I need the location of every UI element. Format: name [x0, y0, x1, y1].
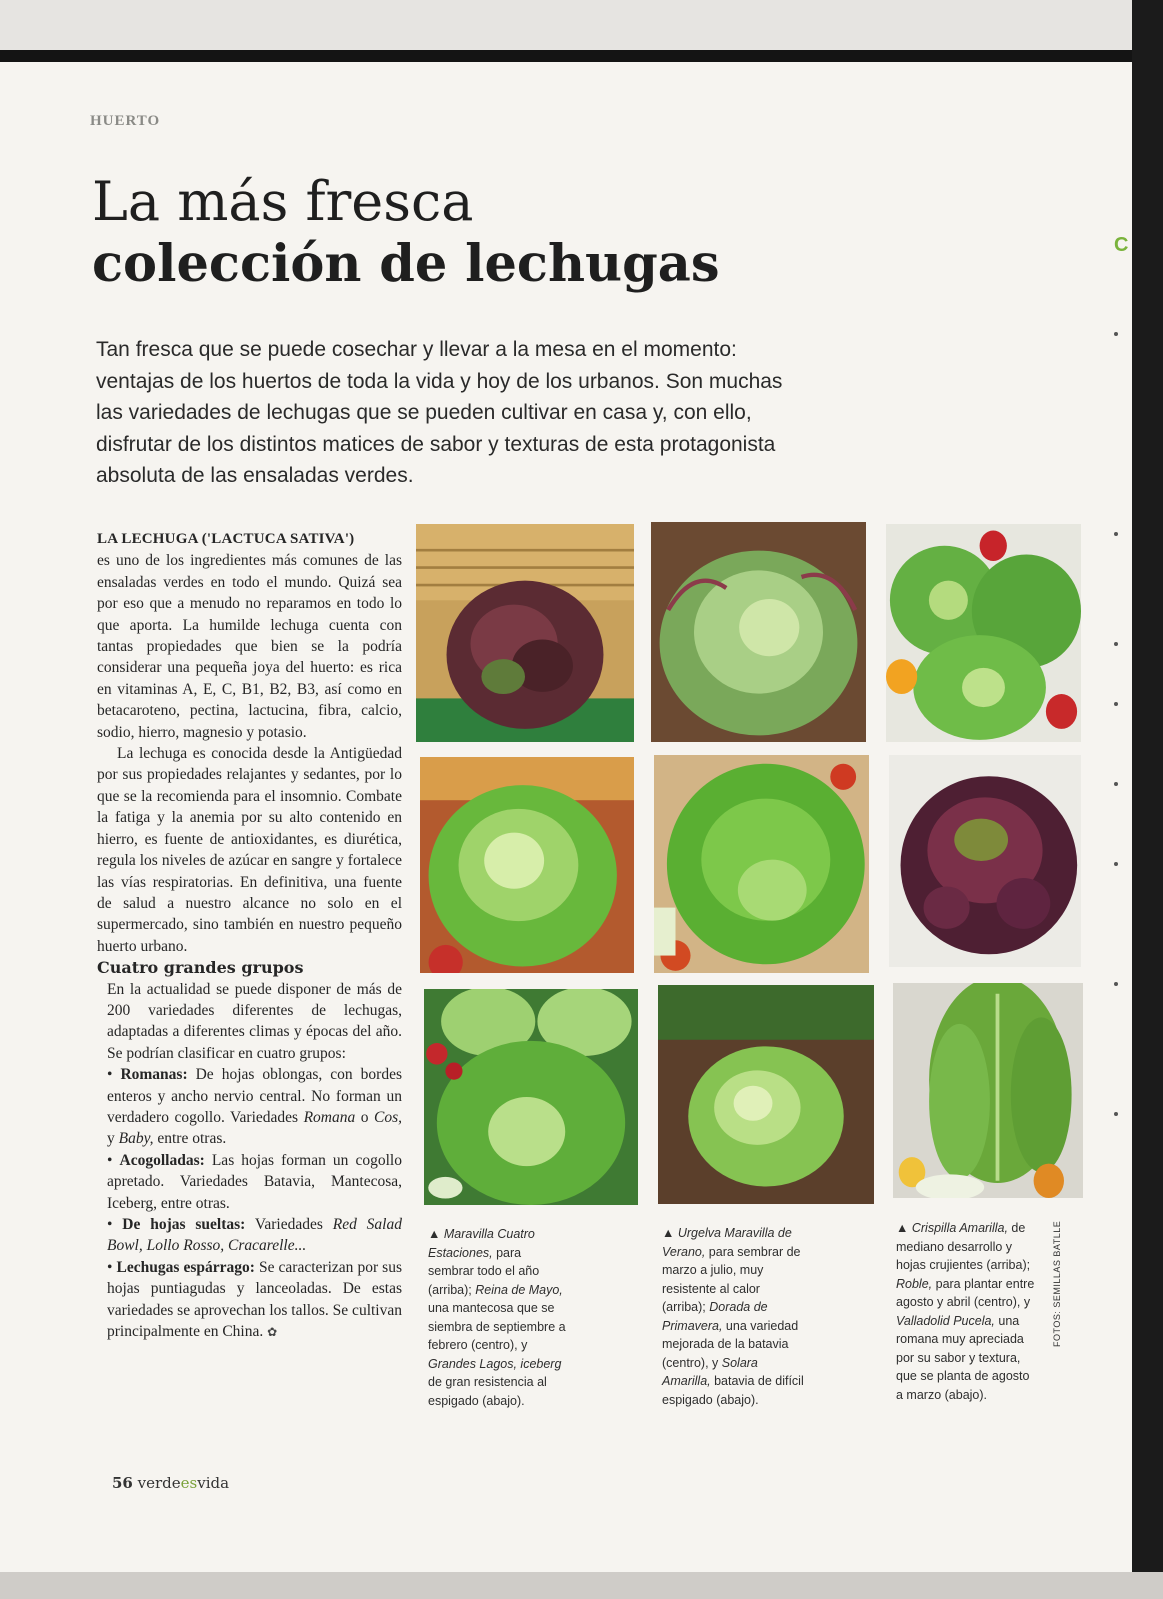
caption-text: batavia de difícil espigado (abajo). [662, 1374, 804, 1407]
group-item-hojas-sueltas: • De hojas sueltas: Variedades Red Salad Bowl, Lollo Rosso, Cracarelle... [107, 1216, 402, 1255]
caption-text: de mediano desarrollo y hojas crujientes (arriba); [896, 1221, 1031, 1272]
scan-dark-line [0, 50, 1163, 62]
group-text: Variedades [245, 1216, 333, 1233]
scan-top-edge [0, 0, 1163, 58]
variety-name: Maravilla Cuatro Estaciones, [428, 1227, 535, 1260]
article-title-line1: La más fresca [92, 170, 474, 233]
caption-text: para plantar entre agosto y abril (centro), y [896, 1276, 1035, 1309]
group-variety: Cos, [374, 1108, 402, 1126]
group-label: Acogolladas: [119, 1151, 205, 1169]
page-number: 56 [112, 1474, 133, 1492]
body-paragraph-1: es uno de los ingredientes más comunes de las ensaladas verdes en todo el mundo. Quizá sea por eso que a menudo no reparamos en todo lo que aporta. La humilde lechuga cuenta con tantas propiedades que bien se la podría considerar una pequeña joya del huerto: es rica en vitaminas A, E, C, B1, B2, B3, así como en betacaroteno, pectina, lactucina, fibra, calcio, sodio, hierro, magnesio y potasio. [97, 552, 402, 741]
brand-part: vida [197, 1474, 230, 1492]
group-text: Las hojas forman un cogollo apretado. Variedades Batavia, Mantecosa, Iceberg, entre otras. [107, 1151, 402, 1212]
caption-text: una variedad mejorada de la batavia (centro), y [662, 1318, 799, 1370]
body-paragraph-2: La lechuga es conocida desde la Antigüedad por sus propiedades relajantes y sedantes, por lo que se la recomienda para el insomnio. Combate la fatiga y la anemia por su alto contenido en hierro, es fuente de antioxidantes, es diurética, regula los niveles de azúcar en sangre y fortalece las vías respiratorias. En definitiva, una fuente de salud a nuestro alcance no solo en el supermercado, sino también en nuestro pequeño huerto urbano. [97, 745, 402, 955]
photo-grandes-lagos [424, 989, 638, 1205]
group-label: De hojas sueltas: [122, 1216, 246, 1233]
caption-arrow-icon: ▲ [428, 1227, 441, 1241]
caption-column-2 [662, 1224, 804, 1409]
photo-valladolid-pucela [893, 983, 1083, 1198]
caption-column-1 [428, 1225, 568, 1410]
magazine-page [0, 62, 1132, 1572]
group-text: y [107, 1130, 119, 1148]
variety-name: Roble, [896, 1276, 933, 1291]
caption-text: para sembrar todo el año (arriba); [428, 1245, 540, 1297]
variety-name: Valladolid Pucela, [896, 1313, 995, 1328]
facing-page-bullet [1114, 642, 1118, 646]
group-text: entre otras. [153, 1130, 227, 1148]
group-text: Se caracterizan por sus hojas puntiagudas y lanceoladas. De estas variedades se aprovechan los tallos. Se cultivan principalmente en China. [107, 1258, 402, 1341]
group-variety: Red Salad Bowl, Lollo Rosso, Cracarelle... [107, 1216, 402, 1255]
caption-text: para sembrar de marzo a julio, muy resistente al calor (arriba); [662, 1244, 801, 1314]
caption-column-3 [896, 1219, 1038, 1404]
brand-part: verde [137, 1474, 181, 1492]
end-mark-icon: ✿ [267, 1325, 278, 1340]
group-item-acogolladas: • Acogolladas: Las hojas forman un cogollo apretado. Variedades Batavia, Mantecosa, Iceberg, entre otras. [107, 1151, 402, 1212]
body-paragraph-3: En la actualidad se puede disponer de más de 200 variedades diferentes de lechugas, adaptadas a diferentes climas y épocas del año. Se podrían clasificar en cuatro grupos: [107, 980, 402, 1062]
group-variety: Romana [303, 1108, 356, 1126]
variety-name: Grandes Lagos, iceberg [428, 1356, 562, 1371]
facing-page-bullet [1114, 1112, 1118, 1116]
variety-name: Solara Amarilla, [662, 1355, 758, 1388]
photo-maravilla-cuatro-estaciones [416, 524, 634, 742]
facing-page-bullet [1114, 782, 1118, 786]
caption-arrow-icon: ▲ [662, 1226, 675, 1240]
photo-dorada-de-primavera [654, 755, 869, 973]
article-intro: Tan fresca que se puede cosechar y llevar a la mesa en el momento: ventajas de los huertos de toda la vida y hoy de los urbanos. Son muchas las variedades de lechugas que se pueden cultivar en casa y, con ello, disfrutar de los distintos matices de sabor y texturas de esta protagonista absoluta de las ensaladas verdes. [96, 338, 783, 487]
scan-right-edge [1132, 0, 1163, 1599]
facing-page-bullet [1114, 702, 1118, 706]
caption-text: de gran resistencia al espigado (abajo). [428, 1375, 547, 1408]
section-label: HUERTO [90, 113, 161, 129]
photo-reina-de-mayo [420, 757, 634, 973]
group-text: o [355, 1108, 374, 1126]
variety-name: Crispilla Amarilla, [911, 1221, 1008, 1235]
variety-name: Reina de Mayo, [475, 1282, 563, 1297]
facing-page-edge [1108, 142, 1132, 1572]
group-variety: Baby, [118, 1130, 154, 1148]
photo-crispilla-amarilla [886, 524, 1081, 742]
lead-heading: LA LECHUGA ('LACTUCA SATIVA') [97, 531, 355, 547]
variety-name: Dorada de Primavera, [662, 1300, 768, 1333]
caption-arrow-icon: ▲ [896, 1221, 909, 1235]
facing-page-bullet [1114, 862, 1118, 866]
article-title-line2: colección de lechugas [92, 234, 720, 294]
caption-text: una romana muy apreciada por su sabor y textura, que se planta de agosto a marzo (abajo). [896, 1313, 1030, 1402]
group-label: Romanas: [120, 1066, 188, 1084]
group-text: De hojas oblongas, con bordes enteros y ancho nervio central. No forman un verdadero cogollo. Variedades [107, 1066, 402, 1126]
facing-page-bullet [1114, 982, 1118, 986]
subheading: Cuatro grandes grupos [97, 958, 304, 978]
facing-page-bullet [1114, 332, 1118, 336]
body-column [97, 529, 402, 1343]
variety-name: Urgelva Maravilla de Verano, [662, 1226, 792, 1259]
facing-page-bullet [1114, 532, 1118, 536]
page-folio [112, 1474, 229, 1492]
photo-roble [889, 755, 1081, 967]
brand-part: es [180, 1474, 198, 1492]
facing-page-fragment: C [1114, 234, 1129, 256]
photo-urgelva-maravilla-de-verano [651, 522, 866, 742]
group-label: Lechugas espárrago: [116, 1258, 255, 1276]
group-item-romanas: • Romanas: De hojas oblongas, con bordes enteros y ancho nervio central. No forman un verdadero cogollo. Variedades Romana o Cos, y Baby, entre otras. [107, 1066, 402, 1148]
scan-bottom-edge [0, 1572, 1163, 1599]
photo-credit: FOTOS: SEMILLAS BATLLE [1052, 1220, 1062, 1347]
group-item-esparrago: • Lechugas espárrago: Se caracterizan por sus hojas puntiagudas y lanceoladas. De estas variedades se aprovechan los tallos. Se cultivan principalmente en China. ✿ [107, 1258, 402, 1341]
photo-solara-amarilla [658, 985, 874, 1204]
caption-text: una mantecosa que se siembra de septiembre a febrero (centro), y [428, 1301, 566, 1352]
